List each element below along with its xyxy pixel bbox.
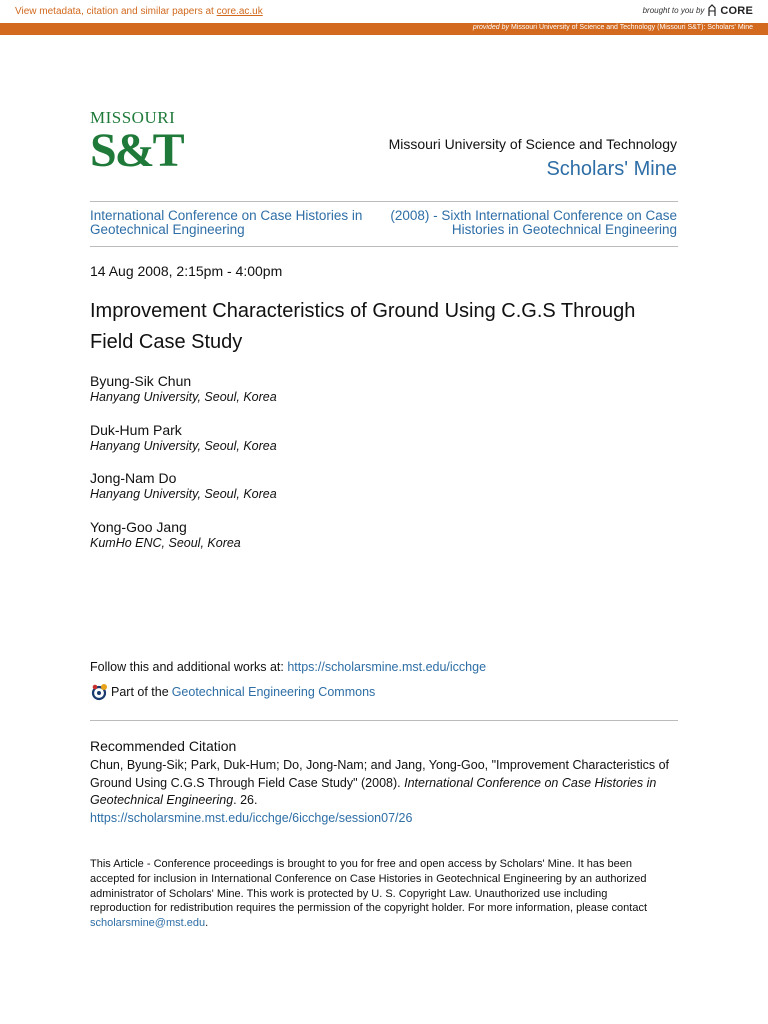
core-provided-bar <box>0 23 768 35</box>
author-list <box>90 372 678 566</box>
core-brand-name: CORE <box>720 4 753 17</box>
author-name: Yong-Goo Jang <box>90 518 187 535</box>
author-entry <box>90 469 678 518</box>
digital-commons-network-icon <box>90 683 108 701</box>
recommended-citation-heading: Recommended Citation <box>90 738 237 754</box>
core-metadata-text: View metadata, citation and similar papers at <box>15 6 217 17</box>
core-provided-note <box>473 24 753 31</box>
author-entry <box>90 421 678 470</box>
author-affiliation: Hanyang University, Seoul, Korea <box>90 390 277 404</box>
access-notice <box>90 857 670 931</box>
commons-note <box>90 683 375 701</box>
commons-label: Part of the <box>111 685 169 699</box>
conference-series-link[interactable]: International Conference on Case Histories in Geotechnical Engineering <box>90 208 363 237</box>
session-date: 14 Aug 2008, 2:15pm - 4:00pm <box>90 263 283 279</box>
geotechnical-commons-link[interactable]: Geotechnical Engineering Commons <box>171 685 376 699</box>
divider-top <box>90 201 678 202</box>
notice-text: This Article - Conference proceedings is brought to you for free and open access by Scholars' Mine. It has been accepted for inclusion in International Conference on Case Histories in Geotechnical Engineering by an authorized administrator of Scholars' Mine. This work is protected by U. S. Copyright Law. Unauthorized use including reproduction for redistribution requires the permission of the copyright holder. For more information, please contact <box>90 858 648 915</box>
citation-venue: International Conference on Case Histories in Geotechnical Engineering <box>90 775 657 807</box>
core-brand[interactable] <box>643 4 753 17</box>
missouri-st-logo[interactable] <box>90 108 183 182</box>
author-affiliation: KumHo ENC, Seoul, Korea <box>90 535 241 550</box>
author-name: Jong-Nam Do <box>90 470 177 486</box>
contact-email-link[interactable]: scholarsmine@mst.edu <box>90 917 206 930</box>
logo-st-text: S&T <box>90 124 183 177</box>
author-name: Byung-Sik Chun <box>90 373 192 389</box>
author-entry <box>90 372 678 421</box>
citation-block <box>90 757 678 827</box>
core-ac-uk-link[interactable]: core.ac.uk <box>216 6 263 17</box>
follow-works <box>90 660 486 674</box>
core-provided-text: Missouri University of Science and Technology (Missouri S&T): Scholars' Mine <box>510 24 753 31</box>
article-title: Improvement Characteristics of Ground Using C.G.S Through Field Case Study <box>90 300 636 353</box>
citation-url-link[interactable]: https://scholarsmine.mst.edu/icchge/6icchge/session07/26 <box>90 810 413 825</box>
author-name: Duk-Hum Park <box>90 421 182 438</box>
core-banner <box>0 0 768 23</box>
institution-name: Missouri University of Science and Technology <box>388 136 677 152</box>
logo-missouri-text: MISSOURI <box>90 108 176 127</box>
follow-url-link[interactable]: https://scholarsmine.mst.edu/icchge <box>287 660 487 674</box>
core-provided-label: provided by <box>472 24 510 31</box>
core-brought-by: brought to you by <box>642 6 705 15</box>
notice-end: . <box>205 917 209 930</box>
divider-citation <box>90 720 678 721</box>
author-affiliation: Hanyang University, Seoul, Korea <box>90 487 277 501</box>
core-logo-icon <box>707 4 717 17</box>
author-entry <box>90 518 678 567</box>
follow-label: Follow this and additional works at: <box>90 660 288 674</box>
author-affiliation: Hanyang University, Seoul, Korea <box>90 438 277 453</box>
citation-text: Chun, Byung-Sik; Park, Duk-Hum; Do, Jong-Nam; and Jang, Yong-Goo, "Improvement Characteristics of Ground Using C.G.S Through Field Case Study" (2008). <box>90 758 669 790</box>
divider-conference <box>90 246 678 247</box>
scholars-mine-link[interactable]: Scholars' Mine <box>546 158 677 180</box>
conference-edition-link[interactable]: (2008) - Sixth International Conference on Case Histories in Geotechnical Engineering <box>390 208 677 237</box>
core-metadata-note <box>15 6 263 17</box>
citation-number: . 26. <box>233 793 258 807</box>
